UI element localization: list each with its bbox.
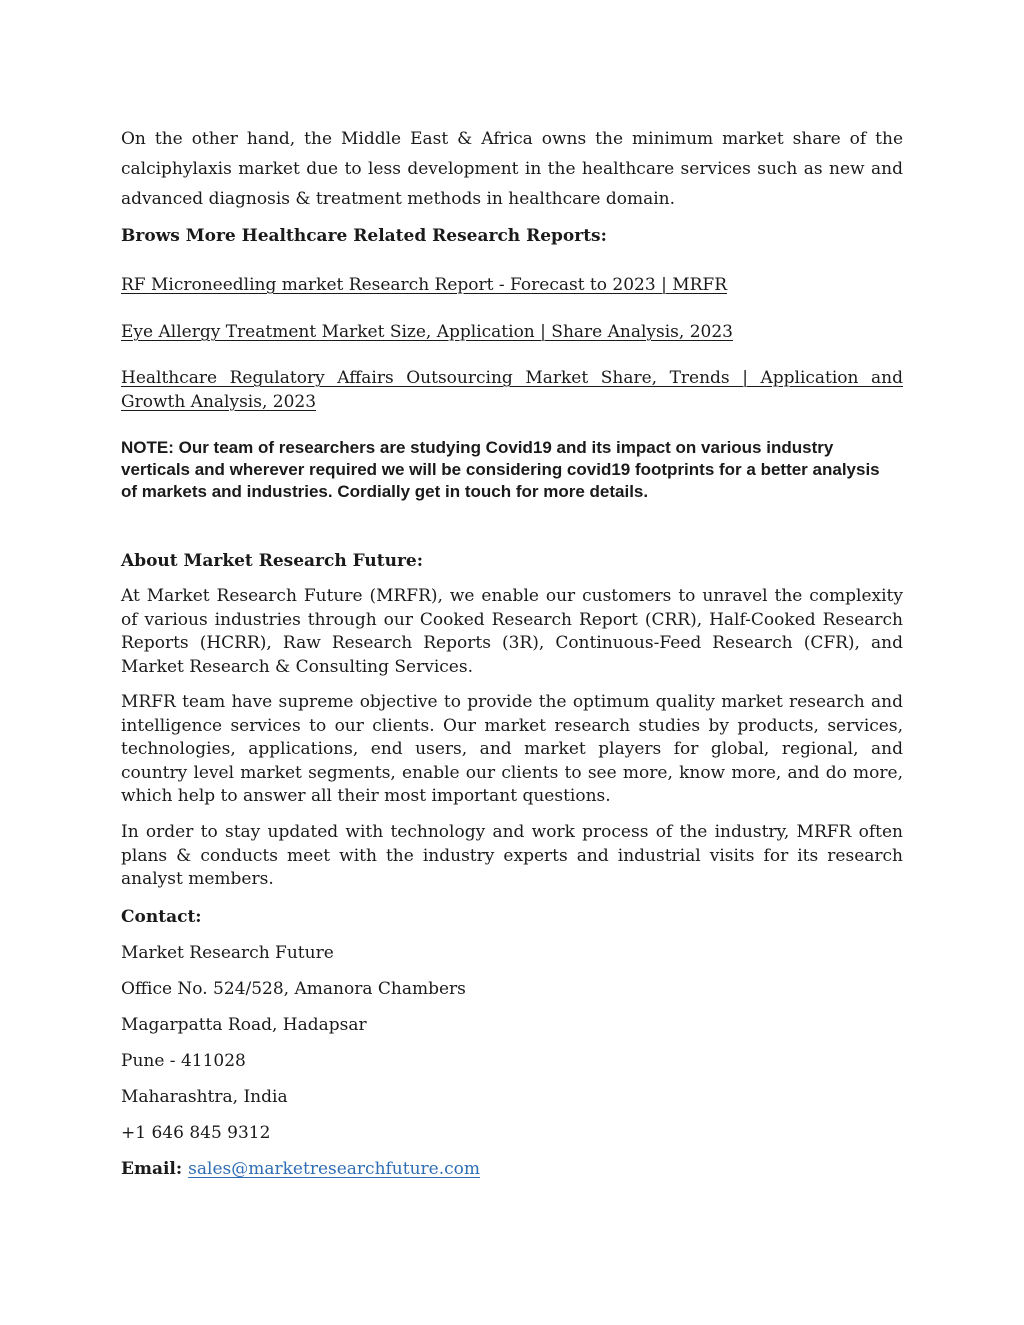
related-report-item: [121, 320, 903, 344]
related-report-link-rf-microneedling[interactable]: RF Microneedling market Research Report - Forecast to 2023 | MRFR: [121, 275, 728, 295]
contact-phone: +1 646 845 9312: [121, 1123, 271, 1143]
about-paragraph: In order to stay updated with technology and work process of the industry, MRFR often plans & conducts meet with the industry experts and industrial visits for its research analyst members.: [121, 822, 903, 889]
email-label: Email:: [121, 1159, 183, 1179]
contact-email-line: [121, 1157, 903, 1181]
about-paragraph: MRFR team have supreme objective to provide the optimum quality market research and intelligence services to our clients. Our market research studies by products, services, technologies, applications, end users, and market players for global, regional, and country level market segments, enable our clients to see more, know more, and do more, which help to answer all their most important questions.: [121, 692, 903, 806]
related-report-item: [121, 367, 903, 414]
related-report-item: [121, 273, 903, 297]
contact-heading: Contact:: [121, 907, 202, 927]
contact-office: Office No. 524/528, Amanora Chambers: [121, 979, 466, 999]
related-report-link-regulatory-affairs[interactable]: Healthcare Regulatory Affairs Outsourcing Market Share, Trends | Application and Growth Analysis, 2023: [121, 368, 903, 412]
about-paragraph: At Market Research Future (MRFR), we enable our customers to unravel the complexity of various industries through our Cooked Research Report (CRR), Half-Cooked Research Reports (HCRR), Raw Research Reports (3R), Continuous-Feed Research (CFR), and Market Research & Consulting Services.: [121, 586, 903, 677]
contact-state: Maharashtra, India: [121, 1087, 288, 1107]
covid-note: NOTE: Our team of researchers are studying Covid19 and its impact on various industry verticals and wherever required we will be considering covid19 footprints for a better analysis of markets and industries. Cordially get in touch for more details.: [121, 438, 880, 501]
about-heading: About Market Research Future:: [121, 551, 424, 571]
email-link[interactable]: sales@marketresearchfuture.com: [188, 1159, 481, 1179]
related-report-link-eye-allergy[interactable]: Eye Allergy Treatment Market Size, Application | Share Analysis, 2023: [121, 322, 733, 342]
contact-city: Pune - 411028: [121, 1051, 246, 1071]
contact-company: Market Research Future: [121, 943, 334, 963]
related-reports-heading: Brows More Healthcare Related Research Reports:: [121, 226, 607, 246]
contact-road: Magarpatta Road, Hadapsar: [121, 1015, 367, 1035]
intro-paragraph: On the other hand, the Middle East & Africa owns the minimum market share of the calciphylaxis market due to less development in the healthcare services such as new and advanced diagnosis & treatment methods in healthcare domain.: [121, 129, 903, 209]
